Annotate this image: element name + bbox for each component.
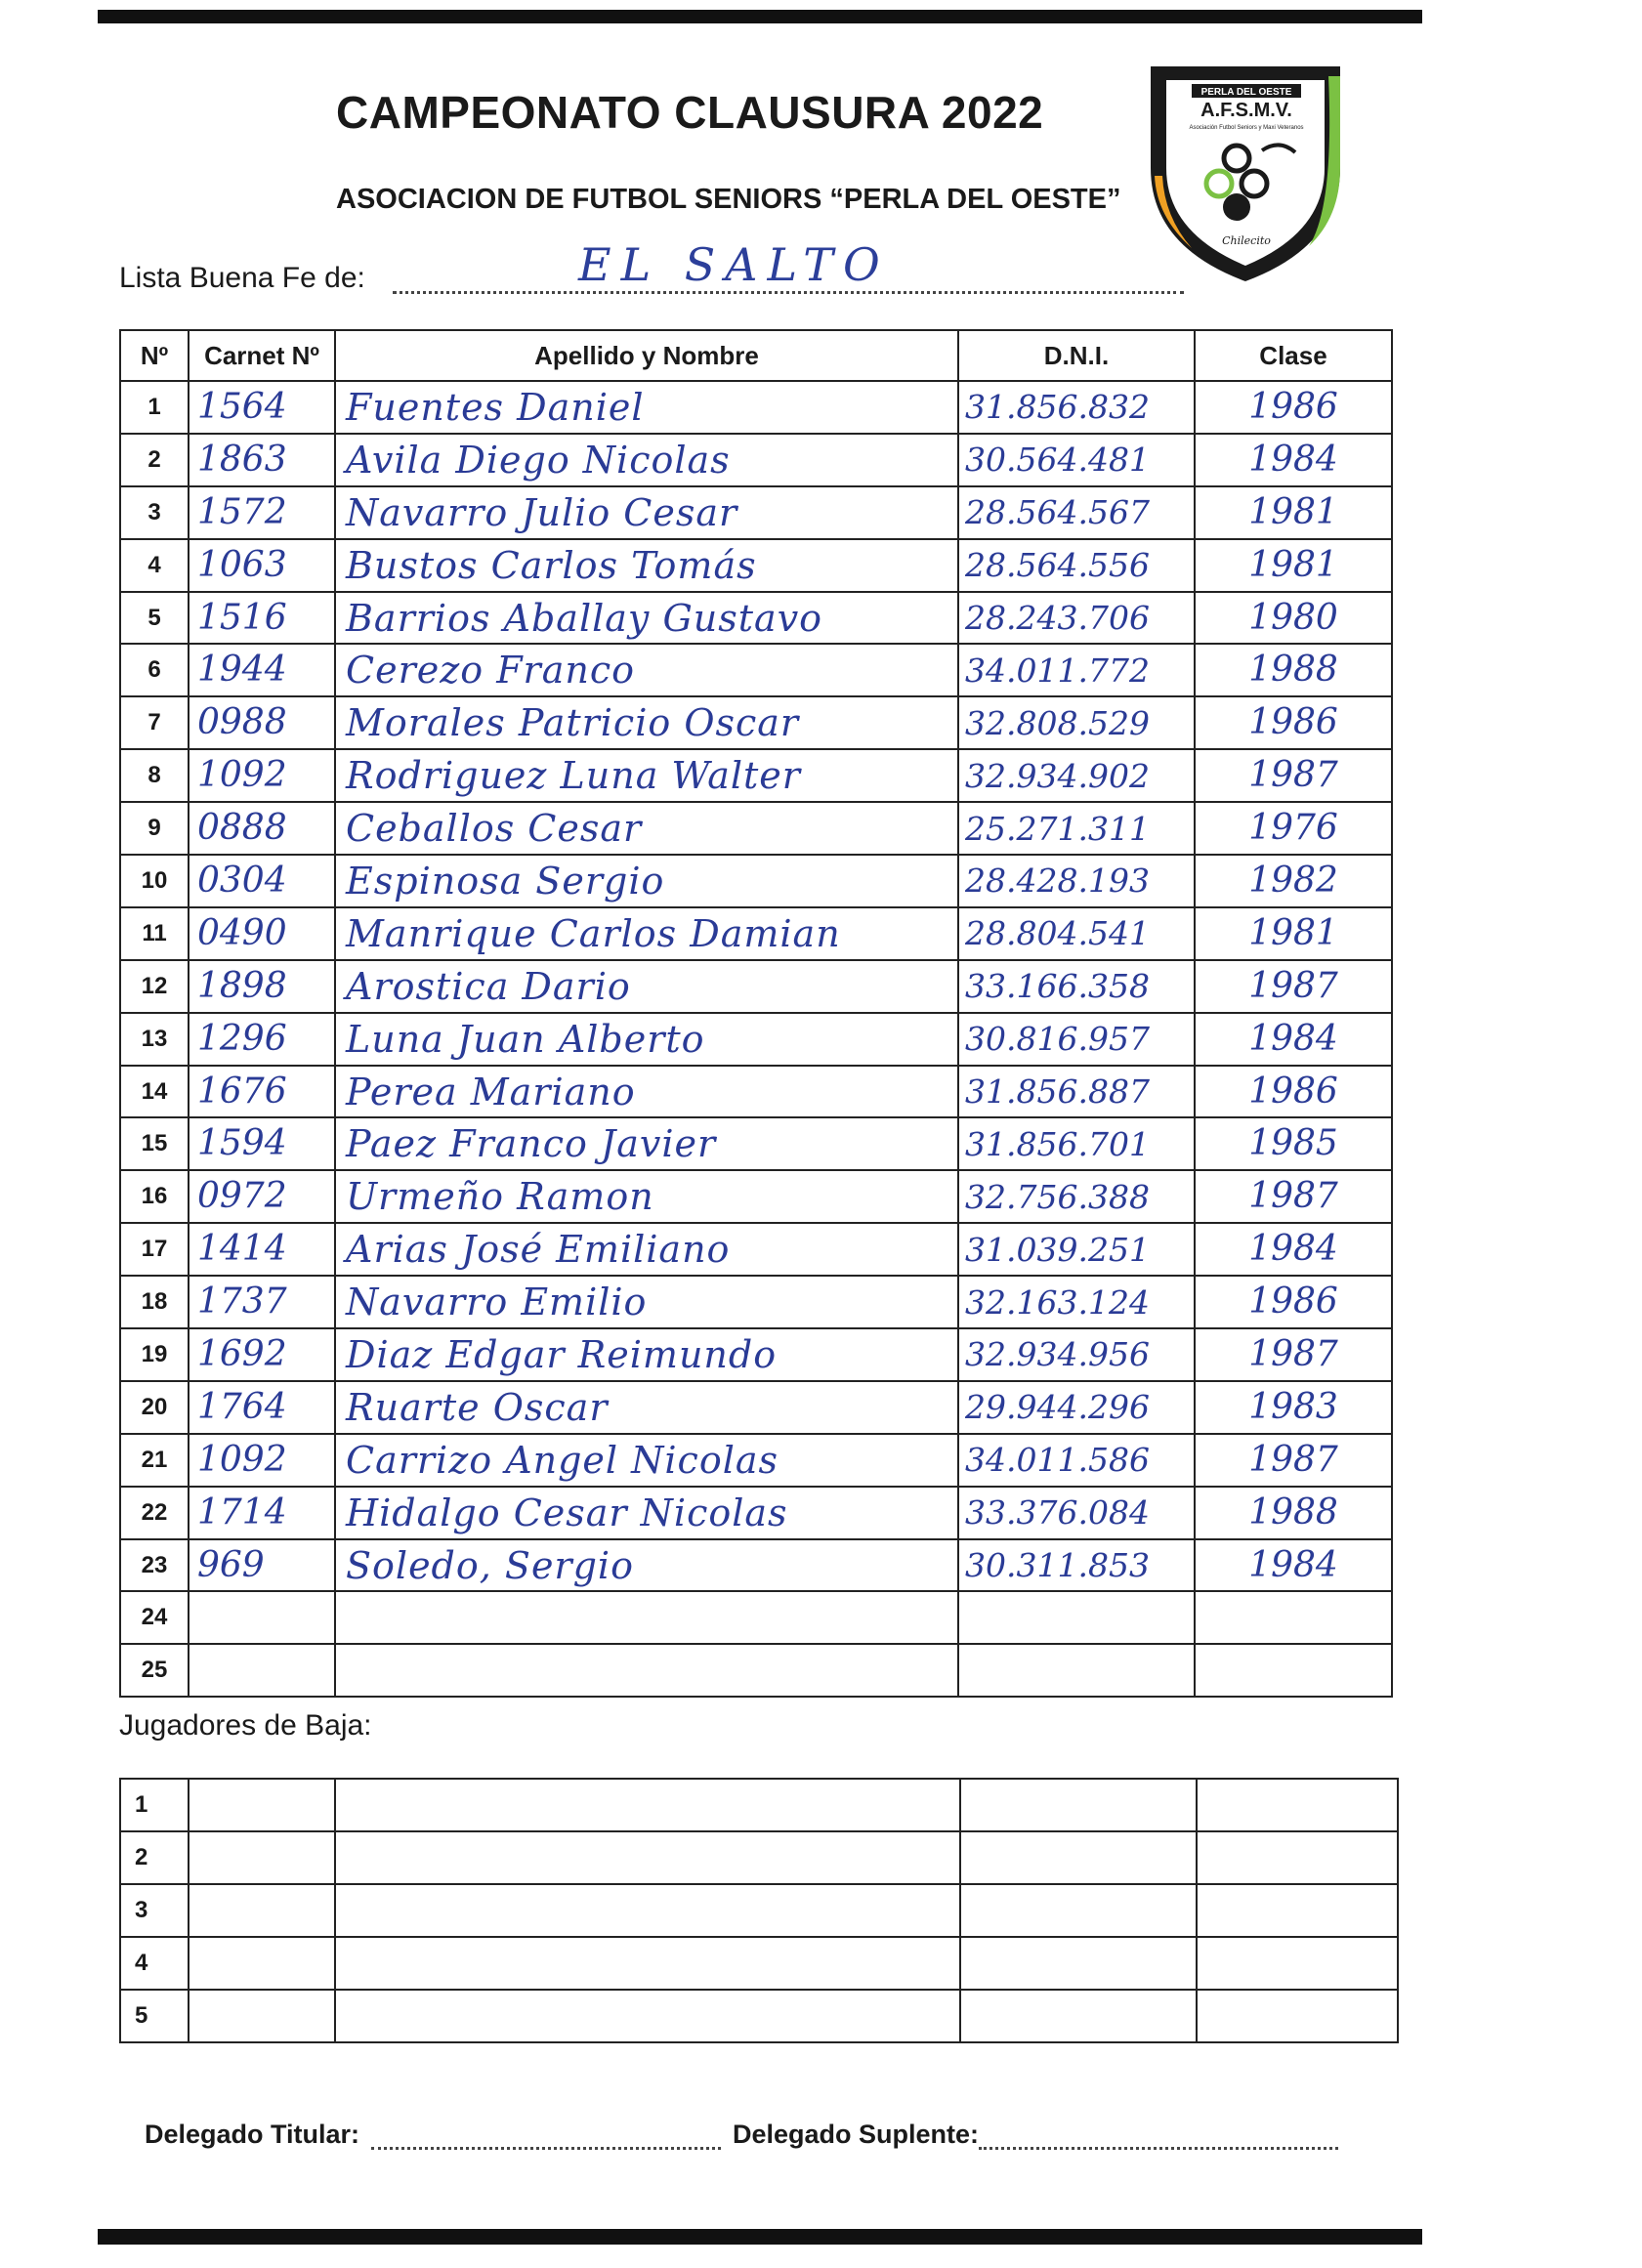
baja-table (119, 1778, 1399, 2043)
lista-team-name: EL SALTO (578, 238, 890, 291)
row-number: 10 (120, 855, 189, 907)
player-name-cell: Ruarte Oscar (335, 1381, 958, 1434)
carnet-cell: 0988 (189, 696, 335, 749)
dni-cell: 28.564.556 (958, 539, 1195, 592)
clase-cell: 1988 (1195, 644, 1392, 696)
table-row (120, 1117, 1392, 1170)
baja-empty-cell (335, 1937, 960, 1990)
player-name-cell: Urmeño Ramon (335, 1170, 958, 1223)
player-name-cell: Arias José Emiliano (335, 1223, 958, 1276)
baja-empty-cell (189, 1831, 335, 1884)
table-row (120, 1328, 1392, 1381)
clase-cell: 1986 (1195, 696, 1392, 749)
row-number: 25 (120, 1644, 189, 1697)
dni-cell: 28.564.567 (958, 486, 1195, 539)
dni-cell (958, 1644, 1195, 1697)
table-row (120, 749, 1392, 802)
baja-empty-cell (1197, 1884, 1398, 1937)
player-name-cell: Luna Juan Alberto (335, 1013, 958, 1066)
baja-empty-cell (960, 1990, 1197, 2042)
row-number: 14 (120, 1066, 189, 1118)
dni-cell: 28.804.541 (958, 907, 1195, 960)
baja-empty-cell (335, 1831, 960, 1884)
baja-empty-cell (960, 1779, 1197, 1831)
baja-row-number: 4 (120, 1937, 189, 1990)
delegado-suplente (733, 2120, 1338, 2159)
carnet-cell: 1092 (189, 749, 335, 802)
col-header-clase: Clase (1195, 330, 1392, 381)
baja-table-body (120, 1779, 1398, 2042)
player-name-cell: Navarro Julio Cesar (335, 486, 958, 539)
delegado-titular (145, 2120, 721, 2159)
clase-cell: 1985 (1195, 1117, 1392, 1170)
players-table (119, 329, 1393, 1698)
row-number: 22 (120, 1487, 189, 1539)
dni-cell: 33.376.084 (958, 1487, 1195, 1539)
carnet-cell: 1737 (189, 1276, 335, 1328)
clase-cell: 1976 (1195, 802, 1392, 855)
clase-cell: 1984 (1195, 1223, 1392, 1276)
carnet-cell: 1594 (189, 1117, 335, 1170)
player-name-cell: Bustos Carlos Tomás (335, 539, 958, 592)
top-border-bar (98, 10, 1422, 23)
row-number: 4 (120, 539, 189, 592)
table-row (120, 644, 1392, 696)
row-number: 8 (120, 749, 189, 802)
carnet-cell: 1863 (189, 434, 335, 486)
players-table-body (120, 381, 1392, 1697)
carnet-cell: 1296 (189, 1013, 335, 1066)
baja-empty-cell (189, 1779, 335, 1831)
dni-cell: 31.856.887 (958, 1066, 1195, 1118)
clase-cell: 1987 (1195, 749, 1392, 802)
clase-cell: 1986 (1195, 1276, 1392, 1328)
table-header-row (120, 330, 1392, 381)
table-row (120, 696, 1392, 749)
delegado-titular-line (371, 2147, 721, 2150)
lista-dotted-line (393, 291, 1184, 294)
dni-cell: 32.808.529 (958, 696, 1195, 749)
baja-row-number: 3 (120, 1884, 189, 1937)
lista-label: Lista Buena Fe de: (119, 262, 365, 294)
dni-cell (958, 1591, 1195, 1644)
dni-cell: 28.243.706 (958, 592, 1195, 645)
carnet-cell: 1676 (189, 1066, 335, 1118)
row-number: 21 (120, 1434, 189, 1487)
logo-acronym: A.F.S.M.V. (1200, 100, 1292, 121)
player-name-cell: Navarro Emilio (335, 1276, 958, 1328)
carnet-cell: 0490 (189, 907, 335, 960)
player-name-cell: Ceballos Cesar (335, 802, 958, 855)
baja-empty-cell (1197, 1990, 1398, 2042)
dni-cell: 25.271.311 (958, 802, 1195, 855)
carnet-cell: 0888 (189, 802, 335, 855)
col-header-num: Nº (120, 330, 189, 381)
table-row (120, 592, 1392, 645)
baja-row-number: 1 (120, 1779, 189, 1831)
delegado-titular-label: Delegado Titular: (145, 2120, 360, 2149)
baja-empty-cell (960, 1884, 1197, 1937)
carnet-cell: 1092 (189, 1434, 335, 1487)
table-row (120, 1539, 1392, 1592)
player-name-cell: Carrizo Angel Nicolas (335, 1434, 958, 1487)
clase-cell (1195, 1591, 1392, 1644)
player-name-cell: Avila Diego Nicolas (335, 434, 958, 486)
player-name-cell: Paez Franco Javier (335, 1117, 958, 1170)
page-title: CAMPEONATO CLAUSURA 2022 (336, 87, 1044, 138)
carnet-cell: 1572 (189, 486, 335, 539)
dni-cell: 34.011.772 (958, 644, 1195, 696)
player-name-cell: Perea Mariano (335, 1066, 958, 1118)
carnet-cell: 1764 (189, 1381, 335, 1434)
row-number: 6 (120, 644, 189, 696)
clase-cell: 1984 (1195, 434, 1392, 486)
table-row (120, 1831, 1398, 1884)
carnet-cell: 0972 (189, 1170, 335, 1223)
baja-empty-cell (1197, 1779, 1398, 1831)
carnet-cell: 1898 (189, 960, 335, 1013)
bottom-border-bar (98, 2229, 1422, 2245)
player-name-cell: Cerezo Franco (335, 644, 958, 696)
row-number: 17 (120, 1223, 189, 1276)
player-name-cell (335, 1591, 958, 1644)
col-header-dni: D.N.I. (958, 330, 1195, 381)
row-number: 13 (120, 1013, 189, 1066)
baja-empty-cell (189, 1937, 335, 1990)
table-row (120, 855, 1392, 907)
clase-cell: 1986 (1195, 381, 1392, 434)
clase-cell (1195, 1644, 1392, 1697)
row-number: 12 (120, 960, 189, 1013)
row-number: 20 (120, 1381, 189, 1434)
logo-top-text: PERLA DEL OESTE (1200, 87, 1292, 98)
row-number: 3 (120, 486, 189, 539)
clase-cell: 1981 (1195, 486, 1392, 539)
row-number: 24 (120, 1591, 189, 1644)
clase-cell: 1980 (1195, 592, 1392, 645)
row-number: 11 (120, 907, 189, 960)
row-number: 9 (120, 802, 189, 855)
baja-empty-cell (189, 1990, 335, 2042)
table-row (120, 1381, 1392, 1434)
player-name-cell: Morales Patricio Oscar (335, 696, 958, 749)
player-name-cell (335, 1644, 958, 1697)
carnet-cell: 1944 (189, 644, 335, 696)
row-number: 23 (120, 1539, 189, 1592)
table-row (120, 1779, 1398, 1831)
dni-cell: 31.856.701 (958, 1117, 1195, 1170)
col-header-carnet: Carnet Nº (189, 330, 335, 381)
player-name-cell: Barrios Aballay Gustavo (335, 592, 958, 645)
baja-section-title: Jugadores de Baja: (119, 1709, 372, 1742)
row-number: 19 (120, 1328, 189, 1381)
carnet-cell: 1692 (189, 1328, 335, 1381)
baja-row-number: 5 (120, 1990, 189, 2042)
row-number: 2 (120, 434, 189, 486)
dni-cell: 29.944.296 (958, 1381, 1195, 1434)
table-row (120, 1066, 1392, 1118)
logo-bottom-text: Chilecito (1222, 234, 1271, 247)
table-row (120, 1434, 1392, 1487)
carnet-cell: 1714 (189, 1487, 335, 1539)
delegado-suplente-line (979, 2147, 1338, 2150)
delegado-suplente-label: Delegado Suplente: (733, 2120, 980, 2149)
baja-empty-cell (1197, 1937, 1398, 1990)
player-name-cell: Hidalgo Cesar Nicolas (335, 1487, 958, 1539)
dni-cell: 32.163.124 (958, 1276, 1195, 1328)
row-number: 18 (120, 1276, 189, 1328)
carnet-cell: 969 (189, 1539, 335, 1592)
row-number: 16 (120, 1170, 189, 1223)
table-row (120, 1487, 1392, 1539)
player-name-cell: Espinosa Sergio (335, 855, 958, 907)
row-number: 15 (120, 1117, 189, 1170)
clase-cell: 1982 (1195, 855, 1392, 907)
clase-cell: 1987 (1195, 1434, 1392, 1487)
table-row (120, 381, 1392, 434)
row-number: 7 (120, 696, 189, 749)
baja-empty-cell (335, 1779, 960, 1831)
player-name-cell: Diaz Edgar Reimundo (335, 1328, 958, 1381)
clase-cell: 1988 (1195, 1487, 1392, 1539)
clase-cell: 1986 (1195, 1066, 1392, 1118)
dni-cell: 31.039.251 (958, 1223, 1195, 1276)
table-row (120, 1223, 1392, 1276)
clase-cell: 1981 (1195, 539, 1392, 592)
carnet-cell (189, 1644, 335, 1697)
dni-cell: 30.816.957 (958, 1013, 1195, 1066)
player-name-cell: Rodriguez Luna Walter (335, 749, 958, 802)
clase-cell: 1981 (1195, 907, 1392, 960)
logo-ball-bottom (1223, 193, 1250, 221)
carnet-cell: 0304 (189, 855, 335, 907)
table-row (120, 1884, 1398, 1937)
col-header-name: Apellido y Nombre (335, 330, 958, 381)
clase-cell: 1987 (1195, 1328, 1392, 1381)
carnet-cell: 1063 (189, 539, 335, 592)
table-row (120, 802, 1392, 855)
carnet-cell (189, 1591, 335, 1644)
clase-cell: 1984 (1195, 1539, 1392, 1592)
table-row (120, 486, 1392, 539)
table-row (120, 907, 1392, 960)
player-name-cell: Arostica Dario (335, 960, 958, 1013)
row-number: 5 (120, 592, 189, 645)
dni-cell: 33.166.358 (958, 960, 1195, 1013)
baja-empty-cell (960, 1831, 1197, 1884)
dni-cell: 32.756.388 (958, 1170, 1195, 1223)
table-row (120, 1644, 1392, 1697)
dni-cell: 28.428.193 (958, 855, 1195, 907)
table-row (120, 960, 1392, 1013)
table-row (120, 1591, 1392, 1644)
player-name-cell: Manrique Carlos Damian (335, 907, 958, 960)
carnet-cell: 1516 (189, 592, 335, 645)
table-row (120, 1013, 1392, 1066)
page-subtitle: ASOCIACION DE FUTBOL SENIORS “PERLA DEL OESTE” (336, 184, 1121, 215)
dni-cell: 34.011.586 (958, 1434, 1195, 1487)
player-name-cell: Fuentes Daniel (335, 381, 958, 434)
table-row (120, 1276, 1392, 1328)
dni-cell: 30.564.481 (958, 434, 1195, 486)
carnet-cell: 1414 (189, 1223, 335, 1276)
baja-empty-cell (335, 1884, 960, 1937)
carnet-cell: 1564 (189, 381, 335, 434)
player-name-cell: Soledo, Sergio (335, 1539, 958, 1592)
row-number: 1 (120, 381, 189, 434)
baja-empty-cell (960, 1937, 1197, 1990)
dni-cell: 32.934.902 (958, 749, 1195, 802)
baja-empty-cell (335, 1990, 960, 2042)
table-row (120, 434, 1392, 486)
table-row (120, 1937, 1398, 1990)
baja-row-number: 2 (120, 1831, 189, 1884)
clase-cell: 1983 (1195, 1381, 1392, 1434)
clase-cell: 1987 (1195, 960, 1392, 1013)
logo-small-text: Asociación Futbol Seniors y Maxi Veteranos (1189, 125, 1304, 131)
baja-empty-cell (1197, 1831, 1398, 1884)
table-row (120, 539, 1392, 592)
association-logo (1133, 61, 1358, 285)
dni-cell: 30.311.853 (958, 1539, 1195, 1592)
table-row (120, 1170, 1392, 1223)
clase-cell: 1987 (1195, 1170, 1392, 1223)
lista-buena-fe (119, 238, 1184, 301)
baja-empty-cell (189, 1884, 335, 1937)
table-row (120, 1990, 1398, 2042)
dni-cell: 31.856.832 (958, 381, 1195, 434)
clase-cell: 1984 (1195, 1013, 1392, 1066)
dni-cell: 32.934.956 (958, 1328, 1195, 1381)
